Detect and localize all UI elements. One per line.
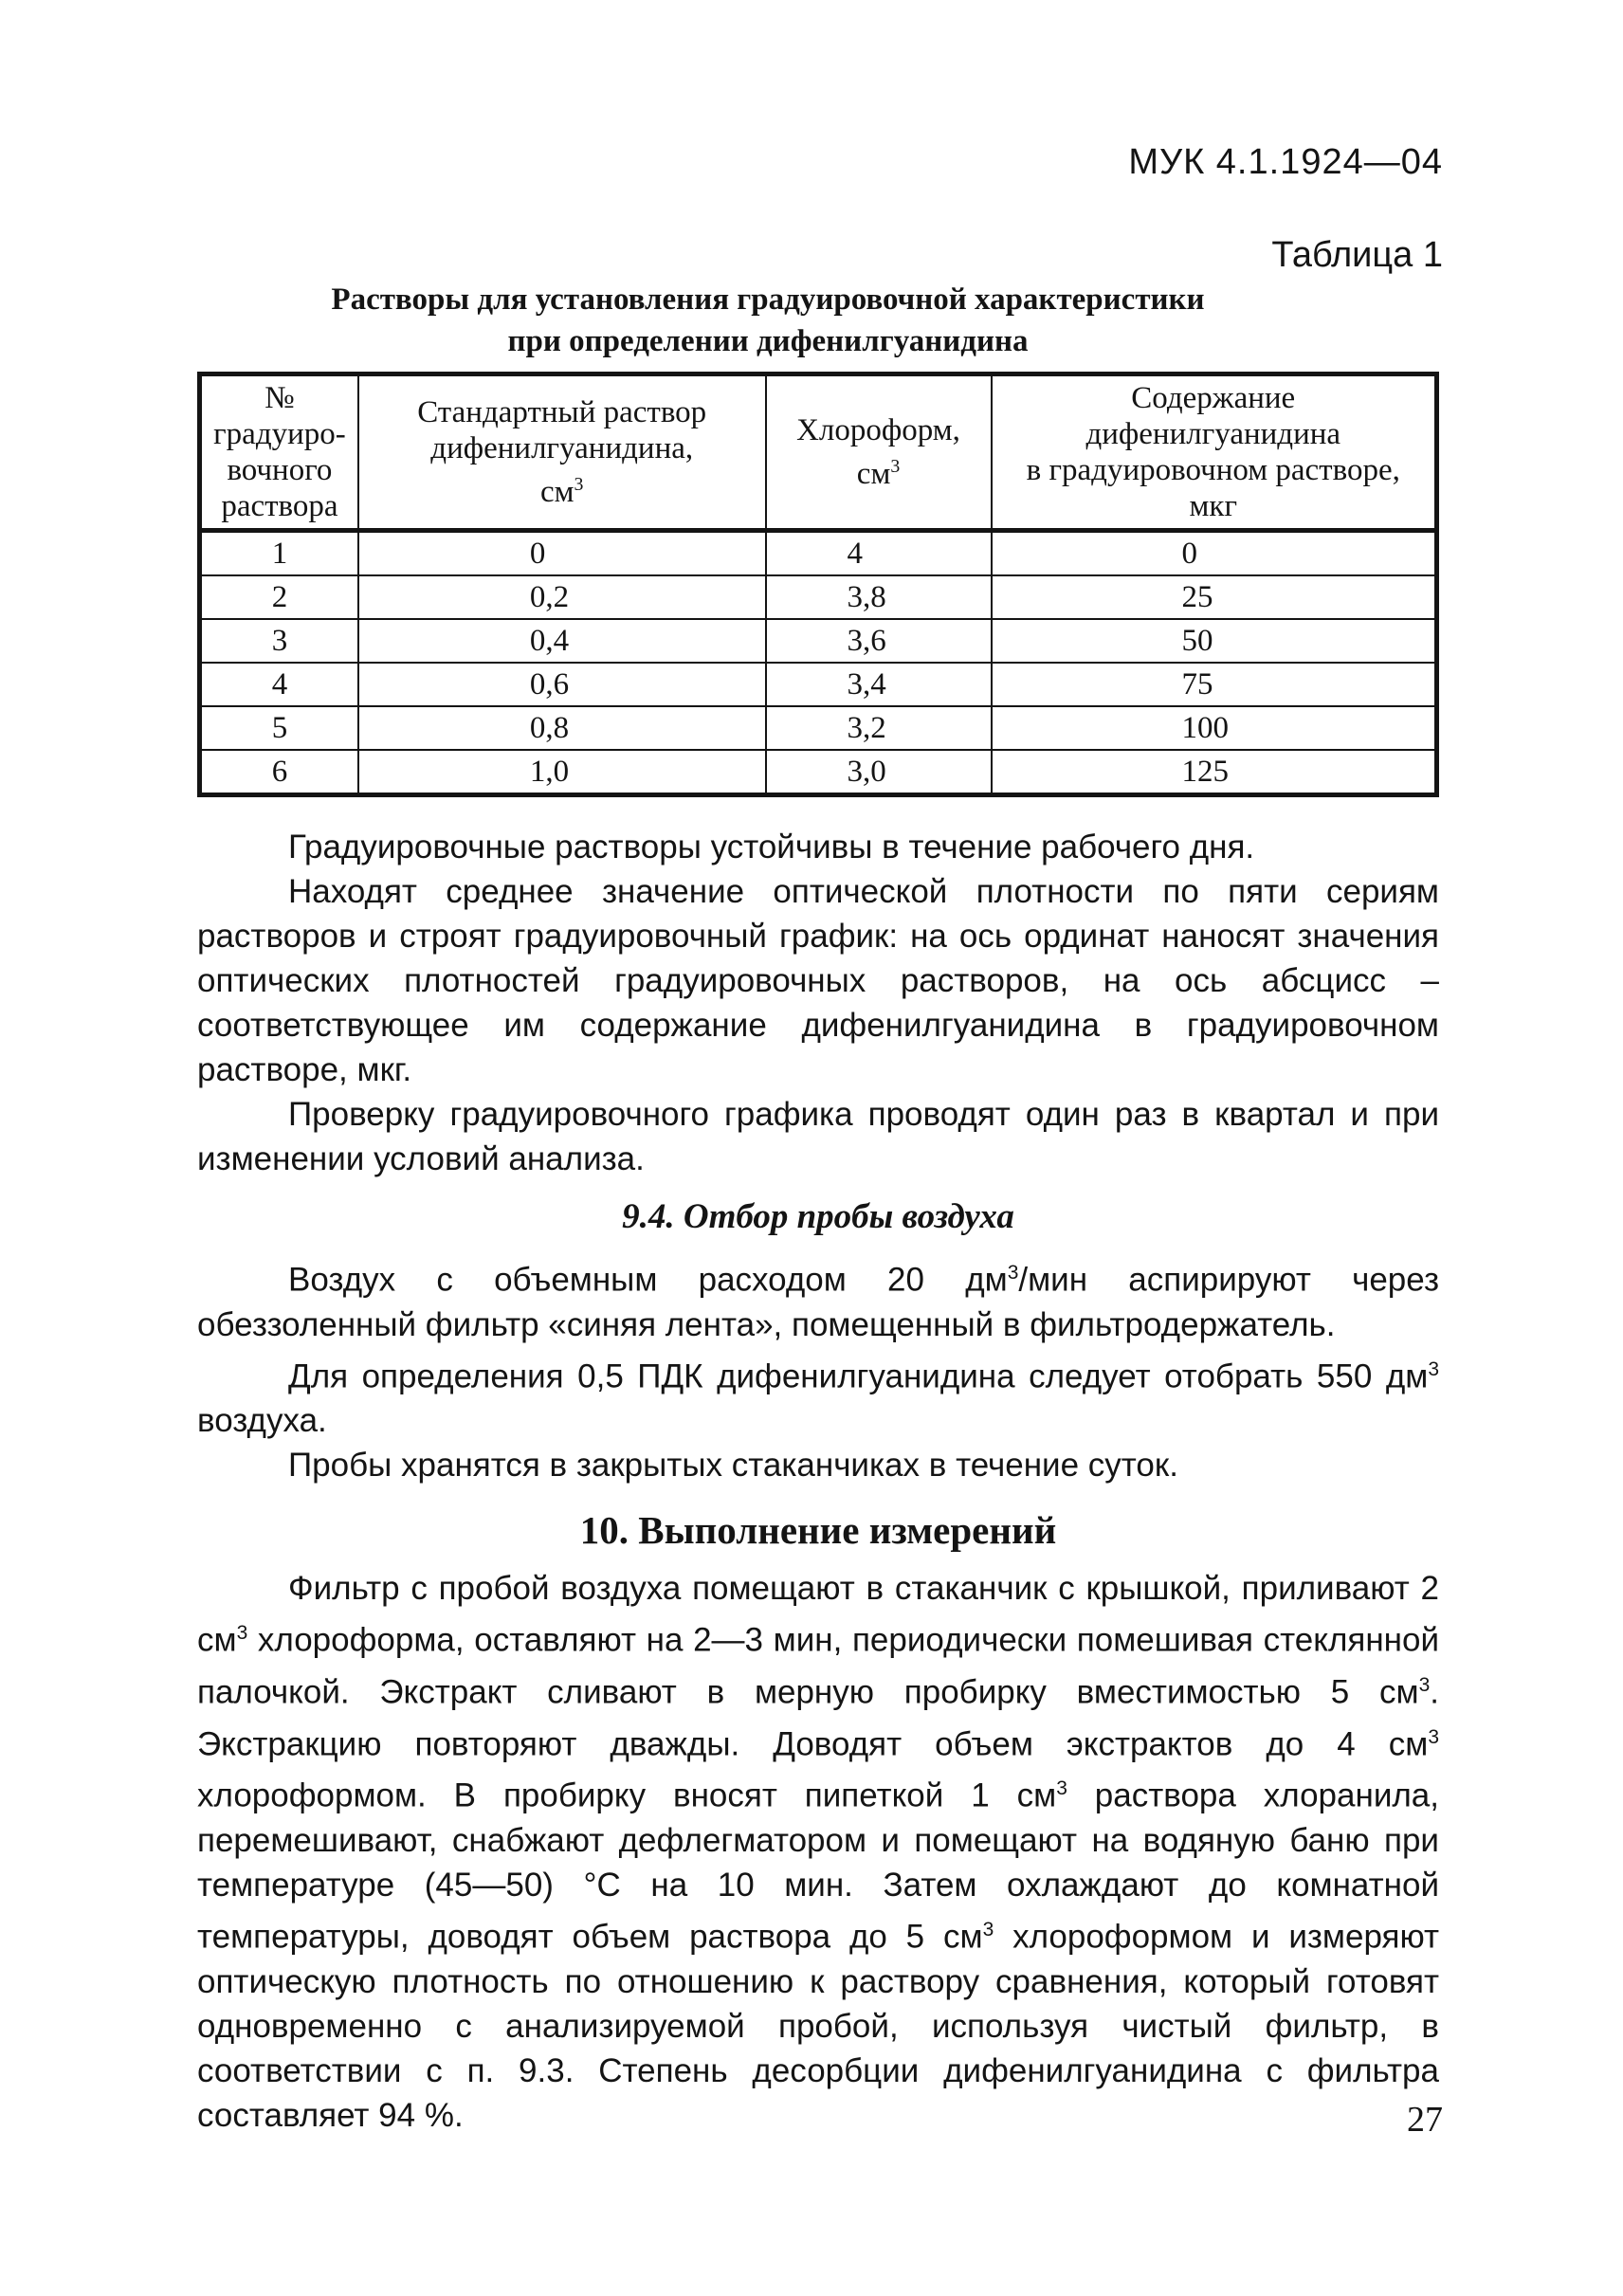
- table-caption-line: при определении дифенилгуанидина: [507, 324, 1029, 358]
- paragraph: Воздух с объемным расходом 20 $дм^3$/мин аспирируют через обеззоленный фильтр «синяя лента», помещенный в фильтродержатель.: [197, 1261, 1440, 1343]
- paragraph: Пробы хранятся в закрытых стаканчиках в течение суток.: [288, 1447, 1178, 1485]
- table-row: [200, 575, 1437, 619]
- cell-chloroform: 3,4: [766, 663, 992, 706]
- cell-content: 50: [992, 619, 1437, 663]
- body-text: [197, 825, 1439, 2138]
- cell-content: 125: [992, 750, 1437, 795]
- cell-chloroform: 3,0: [766, 750, 992, 795]
- cell-number: 6: [200, 750, 358, 795]
- cell-standard: 0,2: [358, 575, 766, 619]
- paragraph: Находят среднее значение оптической плотности по пяти сериям растворов и строят градуировочный график: на ось ординат наносят значения оптических плотностей градуировочных растворов, на ось абсцисс – соответствующее им содержание дифенилгуанидина в градуировочном растворе, мкг.: [197, 873, 1439, 1088]
- document-code: МУК 4.1.1924—04: [1128, 142, 1443, 182]
- cell-number: 2: [200, 575, 358, 619]
- cell-standard: 1,0: [358, 750, 766, 795]
- cell-standard: 0: [358, 531, 766, 576]
- table-row: [200, 663, 1437, 706]
- table-caption-line: Растворы для установления градуировочной характеристики: [331, 282, 1205, 317]
- cell-number: 4: [200, 663, 358, 706]
- table-row: [200, 619, 1437, 663]
- table-row: [200, 750, 1437, 795]
- cell-chloroform: 3,6: [766, 619, 992, 663]
- subsection-heading: 9.4. Отбор пробы воздуха: [622, 1197, 1014, 1236]
- cell-content: 25: [992, 575, 1437, 619]
- table-caption: [190, 279, 1346, 362]
- table-header-row: [200, 374, 1437, 531]
- section-heading: 10. Выполнение измерений: [579, 1508, 1057, 1553]
- cell-chloroform: 3,8: [766, 575, 992, 619]
- header-chloroform: Хлороформ, $см^3$: [766, 374, 992, 531]
- header-content: Содержание дифенилгуанидина в градуировочном растворе, мкг: [992, 374, 1437, 531]
- header-solution-number: № градуиро- вочного раствора: [200, 374, 358, 531]
- header-standard-solution: Стандартный раствор дифенилгуанидина, $см^3$: [358, 374, 766, 531]
- cell-number: 5: [200, 706, 358, 750]
- calibration-table: [197, 372, 1439, 797]
- cell-number: 3: [200, 619, 358, 663]
- cell-standard: 0,6: [358, 663, 766, 706]
- table-row: [200, 706, 1437, 750]
- paragraph: Градуировочные растворы устойчивы в течение рабочего дня.: [288, 829, 1255, 866]
- cell-standard: 0,4: [358, 619, 766, 663]
- table-row: [200, 531, 1437, 576]
- cell-number: 1: [200, 531, 358, 576]
- paragraph: Проверку градуировочного графика проводят один раз в квартал и при изменении условий анализа.: [197, 1096, 1439, 1177]
- paragraph: Фильтр с пробой воздуха помещают в стаканчик с крышкой, приливают 2 $см^3$ хлороформа, оставляют на 2—3 мин, периодически помешивая стеклянной палочкой. Экстракт сливают в мерную пробирку вместимостью 5 $см^3$. Экстракцию повторяют дважды. Доводят объем экстрактов до 4 $см^3$ хлороформом. В пробирку вносят пипеткой 1 $см^3$ раствора хлоранила, перемешивают, снабжают дефлегматором и помещают на водяную баню при температуре (45—50) °С на 10 мин. Затем охлаждают до комнатной температуры, доводят объем раствора до 5 $см^3$ хлороформом и измеряют оптическую плотность по отношению к раствору сравнения, который готовят одновременно с анализируемой пробой, используя чистый фильтр, в соответствии с п. 9.3. Степень десорбции дифенилгуанидина с фильтра составляет 94 %.: [197, 1570, 1439, 2134]
- page-number: 27: [1407, 2100, 1443, 2140]
- table-label: Таблица 1: [1271, 235, 1443, 275]
- cell-chloroform: 3,2: [766, 706, 992, 750]
- cell-standard: 0,8: [358, 706, 766, 750]
- cell-content: 75: [992, 663, 1437, 706]
- cell-content: 100: [992, 706, 1437, 750]
- cell-chloroform: 4: [766, 531, 992, 576]
- cell-content: 0: [992, 531, 1437, 576]
- paragraph: Для определения 0,5 ПДК дифенилгуанидина следует отобрать 550 $дм^3$ воздуха.: [197, 1358, 1439, 1440]
